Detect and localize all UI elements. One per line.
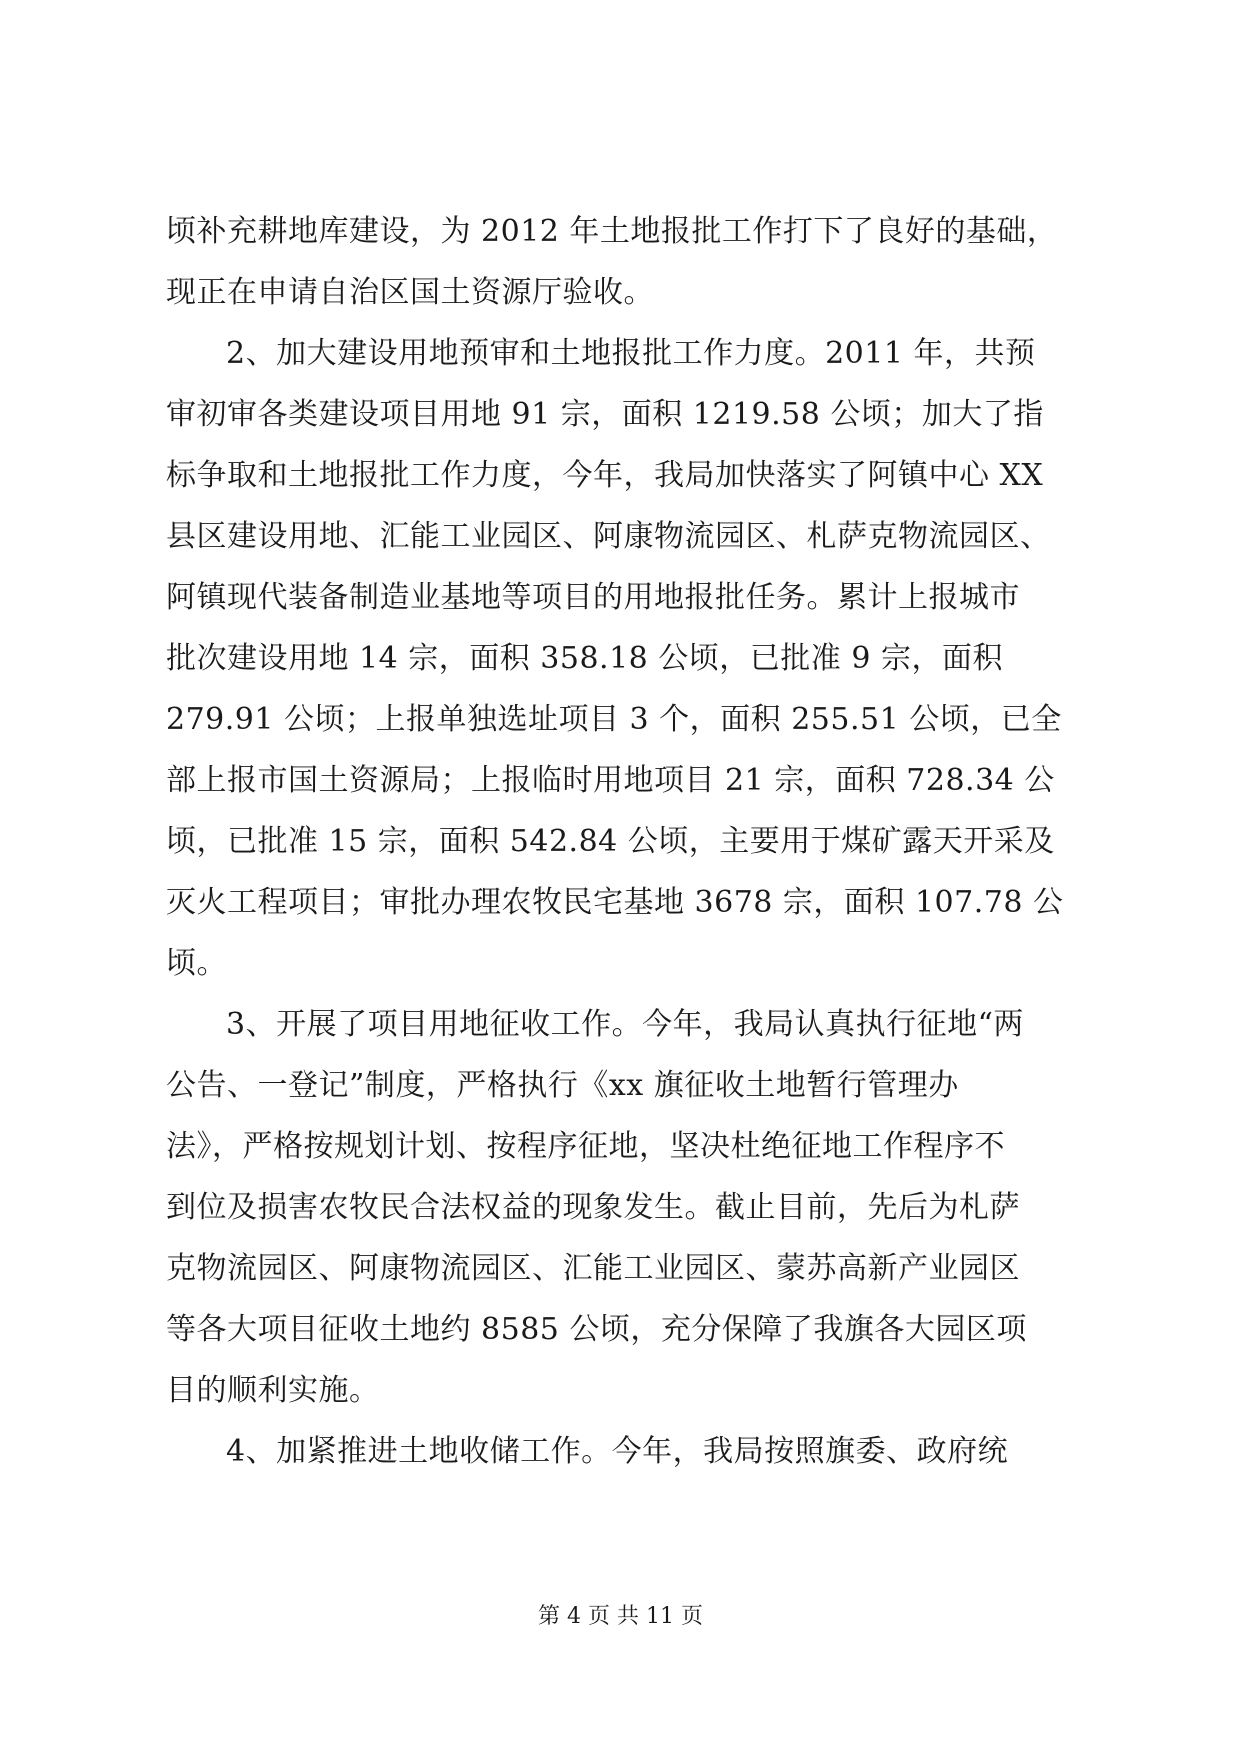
text-line: 顷。 (166, 946, 227, 981)
paragraph-2-heading-line: 2、加大建设用地预审和土地报批工作力度。2011 年，共预 (226, 336, 1036, 371)
text-line: 顷，已批准 15 宗，面积 542.84 公顷，主要用于煤矿露天开采及 (166, 824, 1055, 859)
paragraph-3-heading-line: 3、开展了项目用地征收工作。今年，我局认真执行征地“两 (226, 1007, 1024, 1042)
text-line: 阿镇现代装备制造业基地等项目的用地报批任务。累计上报城市 (166, 580, 1020, 615)
page-number-footer: 第 4 页 共 11 页 (538, 1604, 703, 1629)
text-line: 县区建设用地、汇能工业园区、阿康物流园区、札萨克物流园区、 (166, 519, 1051, 554)
text-line: 目的顺利实施。 (166, 1373, 380, 1408)
text-line: 等各大项目征收土地约 8585 公顷，充分保障了我旗各大园区项 (166, 1312, 1027, 1347)
text-line: 灭火工程项目；审批办理农牧民宅基地 3678 宗，面积 107.78 公 (166, 885, 1064, 920)
text-line: 标争取和土地报批工作力度，今年，我局加快落实了阿镇中心 XX (166, 458, 1044, 493)
text-line: 审初审各类建设项目用地 91 宗，面积 1219.58 公顷；加大了指 (166, 397, 1044, 432)
text-line: 法》，严格按规划计划、按程序征地，坚决杜绝征地工作程序不 (166, 1129, 1005, 1164)
paragraph-4-heading-line: 4、加紧推进土地收储工作。今年，我局按照旗委、政府统 (226, 1434, 1009, 1469)
text-line: 到位及损害农牧民合法权益的现象发生。截止目前，先后为札萨 (166, 1190, 1020, 1225)
text-line: 批次建设用地 14 宗，面积 358.18 公顷，已批准 9 宗，面积 (166, 641, 1003, 676)
text-line: 顷补充耕地库建设，为 2012 年土地报批工作打下了良好的基础， (166, 214, 1058, 249)
text-line: 部上报市国土资源局；上报临时用地项目 21 宗，面积 728.34 公 (166, 763, 1055, 798)
text-line: 现正在申请自治区国土资源厅验收。 (166, 275, 654, 310)
text-line: 克物流园区、阿康物流园区、汇能工业园区、蒙苏高新产业园区 (166, 1251, 1020, 1286)
text-line: 279.91 公顷；上报单独选址项目 3 个，面积 255.51 公顷，已全 (166, 702, 1062, 737)
text-line: 公告、一登记”制度，严格执行《xx 旗征收土地暂行管理办 (166, 1068, 959, 1103)
